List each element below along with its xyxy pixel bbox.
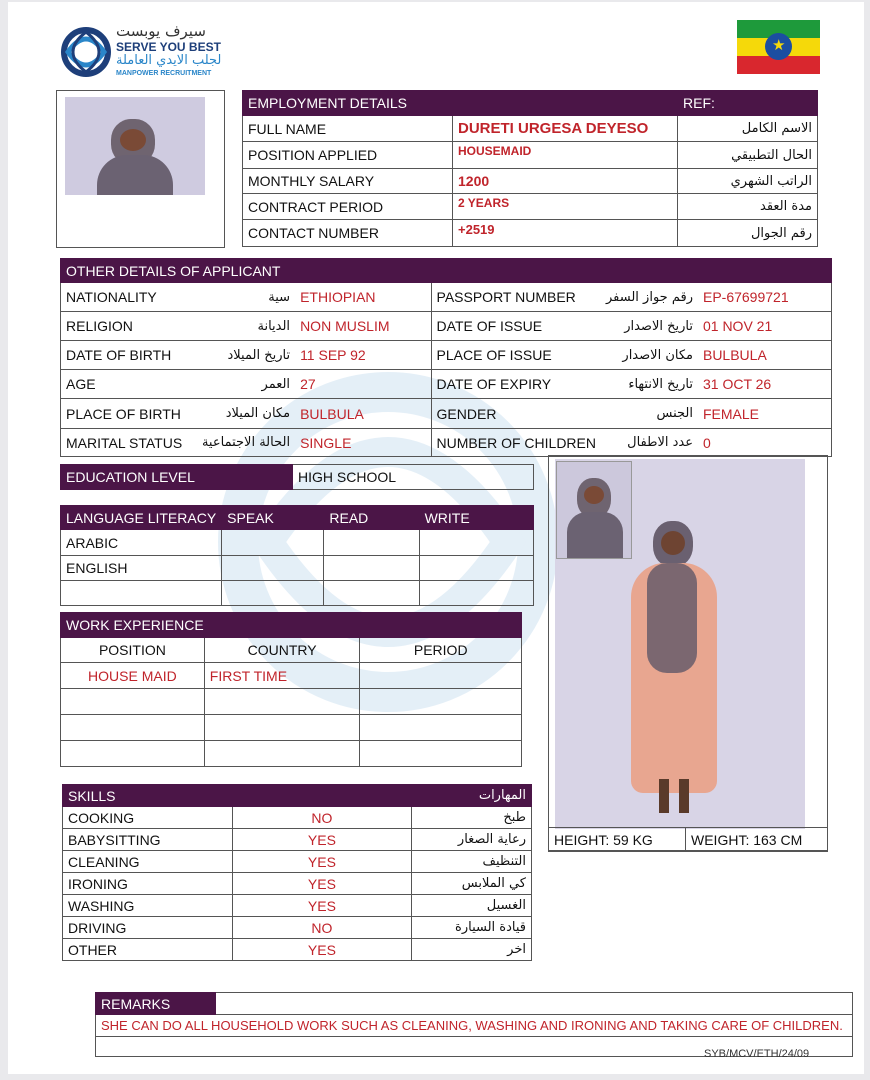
number-of-children-value: 0 [698,429,832,457]
skill-cleaning-arabic: التنظيف [412,851,532,873]
education-table [60,464,534,490]
age-label: AGE [61,370,197,399]
place-of-issue-arabic: مكان الاصدار [601,341,698,370]
passport-number-arabic: رقم جواز السفر [601,283,698,312]
language-header-literacy: LANGUAGE LITERACY [61,506,222,530]
gender-label: GENDER [431,399,601,429]
contact-number-label: CONTACT NUMBER [243,220,453,247]
number-of-children-arabic: عدد الاطفال [601,429,698,457]
language-cell [324,556,419,581]
monthly-salary-value: 1200 [453,169,678,194]
language-cell [222,581,324,606]
footer-code: SYB/MCV/ETH/24/09 [704,1048,810,1060]
skill-ironing-label: IRONING [63,873,233,895]
position-applied-label: POSITION APPLIED [243,142,453,169]
education-value: HIGH SCHOOL [293,465,534,490]
gender-value: FEMALE [698,399,832,429]
place-of-birth-arabic: مكان الميلاد [197,399,295,429]
marital-status-arabic: الحالة الاجتماعية [197,429,295,457]
portrait-frame [56,90,225,248]
figure-shape [647,563,697,673]
figure-shape [679,779,689,813]
skill-other-arabic: اخر [412,939,532,961]
work-cell [204,689,360,715]
skill-ironing-value: YES [232,873,411,895]
skill-driving-label: DRIVING [63,917,233,939]
work-cell [360,689,522,715]
skill-cooking-value: NO [232,807,411,829]
nationality-arabic: سية [197,283,295,312]
inset-portrait-photo [556,461,632,559]
other-details-header: OTHER DETAILS OF APPLICANT [61,259,432,283]
nationality-value: ETHIOPIAN [295,283,431,312]
language-cell [324,530,419,556]
ref-label: REF: [678,91,818,116]
company-arabic-name: سيرف يوبست [116,22,206,40]
gender-arabic: الجنس [601,399,698,429]
other-details-table [60,258,832,457]
remarks-label: REMARKS [96,993,216,1015]
skill-cooking-label: COOKING [63,807,233,829]
application-form-page [8,2,864,1074]
language-table [60,505,534,606]
date-of-birth-arabic: تاريخ الميلاد [197,341,295,370]
education-label: EDUCATION LEVEL [61,465,293,490]
language-cell [222,556,324,581]
date-of-expiry-label: DATE OF EXPIRY [431,370,601,399]
full-name-value: DURETI URGESA DEYESO [453,116,678,142]
language-cell [419,530,533,556]
age-value: 27 [295,370,431,399]
monthly-salary-label: MONTHLY SALARY [243,169,453,194]
marital-status-label: MARITAL STATUS [61,429,197,457]
age-arabic: العمر [197,370,295,399]
contract-period-arabic: مدة العقد [678,194,818,220]
company-arabic-tagline: لجلب الايدي العاملة [116,53,222,68]
date-of-expiry-value: 31 OCT 26 [698,370,832,399]
date-of-issue-arabic: تاريخ الاصدار [601,312,698,341]
work-cell [61,741,205,767]
logo-knot-icon [60,24,112,80]
language-arabic: ARABIC [61,530,222,556]
skill-driving-value: NO [232,917,411,939]
measurements-table [548,827,828,852]
contract-period-label: CONTRACT PERIOD [243,194,453,220]
height-value: HEIGHT: 59 KG [549,828,686,852]
contact-number-value: +2519 [453,220,678,247]
ethiopia-flag-icon: ★ [737,20,820,74]
portrait-photo [65,97,205,195]
passport-number-value: EP-67699721 [698,283,832,312]
skill-cleaning-value: YES [232,851,411,873]
employment-header: EMPLOYMENT DETAILS [243,91,678,116]
religion-value: NON MUSLIM [295,312,431,341]
language-english: ENGLISH [61,556,222,581]
religion-label: RELIGION [61,312,197,341]
skill-babysitting-arabic: رعاية الصغار [412,829,532,851]
work-period-value [360,663,522,689]
language-cell [222,530,324,556]
skill-cooking-arabic: طبخ [412,807,532,829]
skill-other-value: YES [232,939,411,961]
religion-arabic: الديانة [197,312,295,341]
company-english-tagline: MANPOWER RECRUITMENT [116,70,212,77]
full-name-label: FULL NAME [243,116,453,142]
contact-number-arabic: رقم الجوال [678,220,818,247]
language-blank [61,581,222,606]
skills-header: SKILLS [63,785,412,807]
work-cell [360,715,522,741]
remarks-header-blank [216,993,853,1015]
weight-value: WEIGHT: 163 CM [686,828,828,852]
place-of-issue-label: PLACE OF ISSUE [431,341,601,370]
skill-cleaning-label: CLEANING [63,851,233,873]
full-body-photo-frame [548,455,828,851]
passport-number-label: PASSPORT NUMBER [431,283,601,312]
nationality-label: NATIONALITY [61,283,197,312]
work-col-position: POSITION [61,638,205,663]
work-cell [61,715,205,741]
figure-shape [661,531,685,555]
language-header-read: READ [324,506,419,530]
skill-babysitting-value: YES [232,829,411,851]
date-of-birth-value: 11 SEP 92 [295,341,431,370]
language-cell [419,556,533,581]
place-of-birth-value: BULBULA [295,399,431,429]
work-cell [204,715,360,741]
date-of-birth-label: DATE OF BIRTH [61,341,197,370]
work-position-value: HOUSE MAID [61,663,205,689]
work-country-value: FIRST TIME [204,663,360,689]
skill-washing-arabic: الغسيل [412,895,532,917]
company-logo [60,22,280,84]
skill-washing-label: WASHING [63,895,233,917]
work-cell [204,741,360,767]
place-of-birth-label: PLACE OF BIRTH [61,399,197,429]
figure-shape [659,779,669,813]
position-applied-arabic: الحال التطبيقي [678,142,818,169]
language-cell [419,581,533,606]
skill-washing-value: YES [232,895,411,917]
work-experience-table [60,612,522,767]
monthly-salary-arabic: الراتب الشهري [678,169,818,194]
work-cell [61,689,205,715]
skills-header-arabic: المهارات [412,785,532,807]
employment-details-table [242,90,818,247]
work-cell [360,741,522,767]
language-header-write: WRITE [419,506,533,530]
full-name-arabic: الاسم الكامل [678,116,818,142]
date-of-issue-value: 01 NOV 21 [698,312,832,341]
remarks-text: SHE CAN DO ALL HOUSEHOLD WORK SUCH AS CLEANING, WASHING AND IRONING AND TAKING CARE OF CHILDREN. [96,1015,853,1037]
number-of-children-label: NUMBER OF CHILDREN [431,429,601,457]
skill-other-label: OTHER [63,939,233,961]
language-cell [324,581,419,606]
position-applied-value: HOUSEMAID [453,142,678,169]
full-body-photo [555,459,805,829]
work-col-period: PERIOD [360,638,522,663]
skill-driving-arabic: قيادة السيارة [412,917,532,939]
date-of-expiry-arabic: تاريخ الانتهاء [601,370,698,399]
other-details-header-blank [431,259,831,283]
date-of-issue-label: DATE OF ISSUE [431,312,601,341]
language-header-speak: SPEAK [222,506,324,530]
work-experience-header: WORK EXPERIENCE [61,613,522,638]
skill-ironing-arabic: كي الملابس [412,873,532,895]
skill-babysitting-label: BABYSITTING [63,829,233,851]
skills-table [62,784,532,961]
contract-period-value: 2 YEARS [453,194,678,220]
company-english-name: SERVE YOU BEST [116,40,221,54]
work-col-country: COUNTRY [204,638,360,663]
marital-status-value: SINGLE [295,429,431,457]
place-of-issue-value: BULBULA [698,341,832,370]
